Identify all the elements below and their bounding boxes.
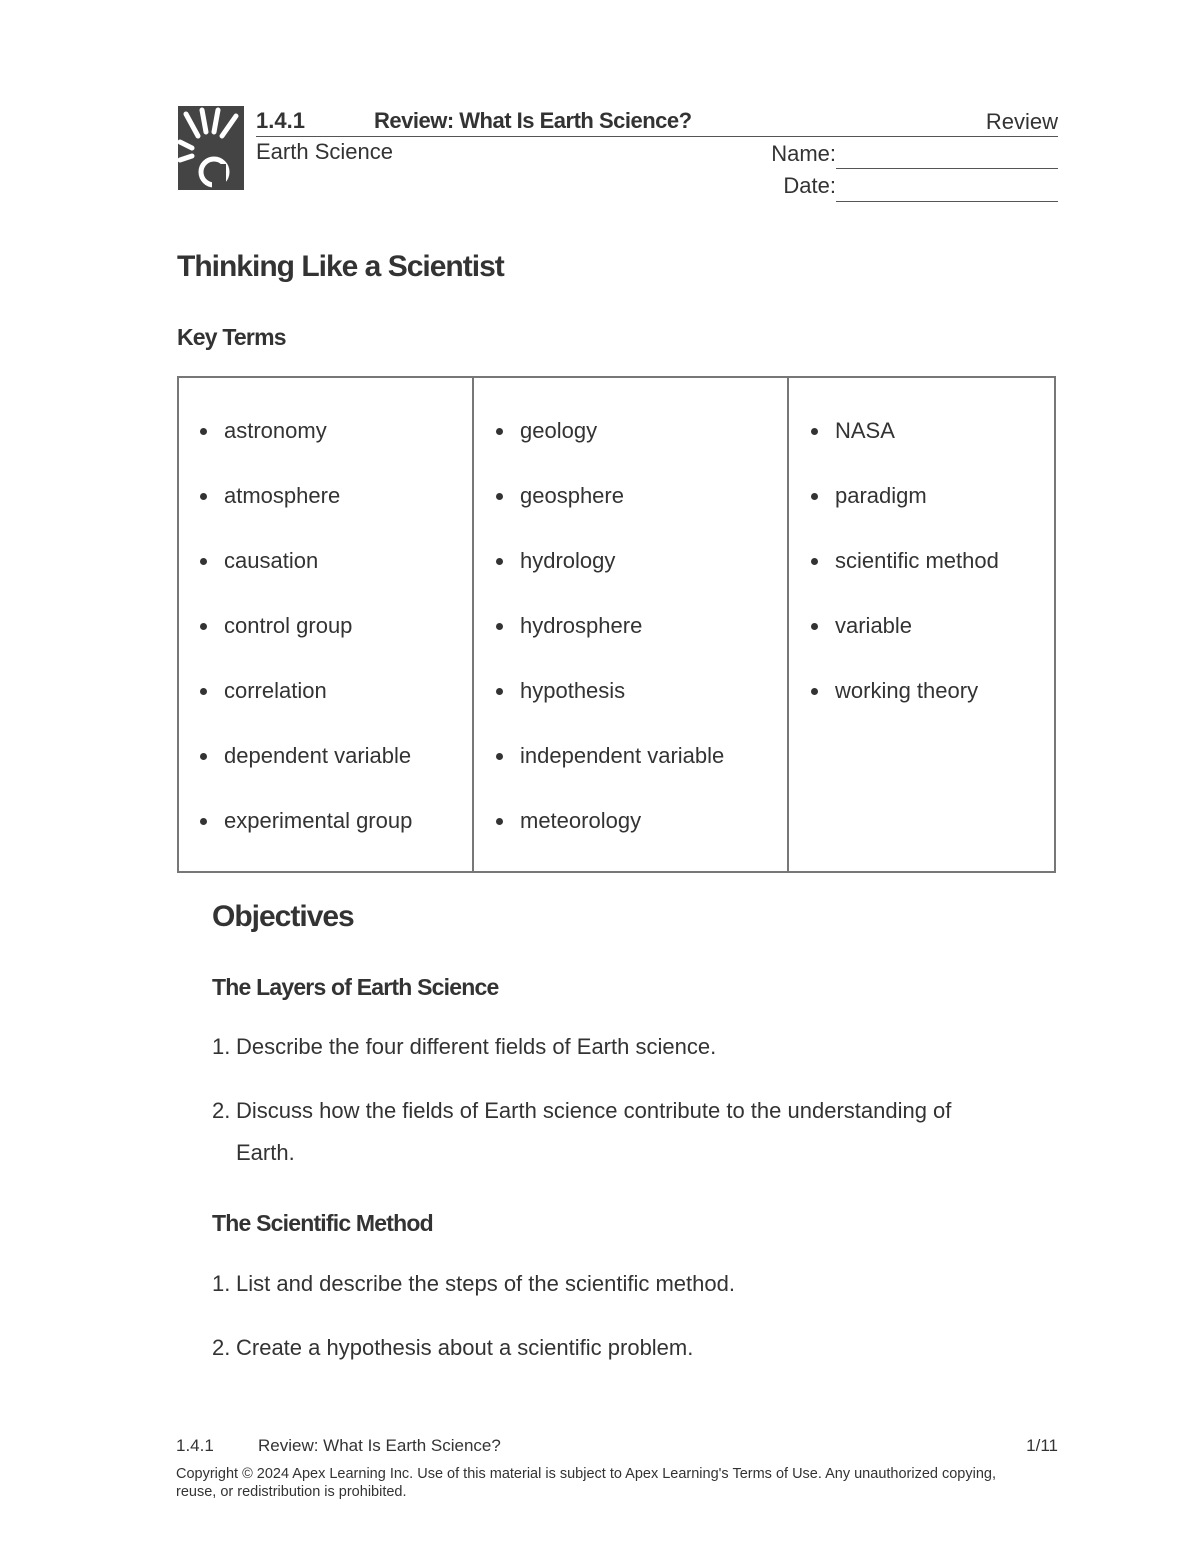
objective-item xyxy=(212,1263,1012,1305)
key-term: atmosphere xyxy=(198,482,468,547)
column-divider xyxy=(787,376,789,873)
key-term: variable xyxy=(809,612,1054,677)
date-field[interactable] xyxy=(836,201,1058,202)
page-title: Thinking Like a Scientist xyxy=(177,250,504,283)
column-divider xyxy=(472,376,474,873)
key-term: NASA xyxy=(809,417,1054,482)
key-term: dependent variable xyxy=(198,742,468,807)
course-subject: Earth Science xyxy=(256,139,393,164)
section-heading: The Layers of Earth Science xyxy=(212,974,499,1000)
apex-logo-icon xyxy=(178,106,244,190)
objective-item xyxy=(212,1026,1012,1068)
objective-list xyxy=(212,1263,1012,1391)
key-term: scientific method xyxy=(809,547,1054,612)
key-terms-column-2 xyxy=(494,417,784,872)
key-term: meteorology xyxy=(494,807,784,872)
header-divider xyxy=(256,136,1058,137)
date-label: Date: xyxy=(783,173,836,198)
page-number: 1/11 xyxy=(1026,1436,1058,1455)
copyright-notice: Copyright © 2024 Apex Learning Inc. Use of this material is subject to Apex Learning's Terms of Use. Any unauthorized copying, reuse, or redistribution is prohibited. xyxy=(176,1466,997,1500)
lesson-code: 1.4.1 xyxy=(256,108,305,133)
key-terms-column-1 xyxy=(198,417,468,872)
key-term: independent variable xyxy=(494,742,784,807)
key-term: geology xyxy=(494,417,784,482)
key-term: geosphere xyxy=(494,482,784,547)
objective-text: Describe the four different fields of Earth science. xyxy=(236,1034,717,1059)
name-field[interactable] xyxy=(836,168,1058,169)
objectives-heading: Objectives xyxy=(212,900,354,933)
footer-lesson-code: 1.4.1 xyxy=(176,1436,214,1455)
footer-lesson-title: Review: What Is Earth Science? xyxy=(258,1436,501,1455)
objective-number: 1. xyxy=(212,1271,231,1296)
key-term: astronomy xyxy=(198,417,468,482)
key-term: causation xyxy=(198,547,468,612)
objective-number: 2. xyxy=(212,1335,231,1360)
key-term: hydrosphere xyxy=(494,612,784,677)
objective-text: List and describe the steps of the scientific method. xyxy=(236,1271,735,1296)
key-term: control group xyxy=(198,612,468,677)
objective-number: 2. xyxy=(212,1098,231,1123)
objective-text: Create a hypothesis about a scientific problem. xyxy=(236,1335,694,1360)
objective-item xyxy=(212,1090,1012,1174)
objective-text: Discuss how the fields of Earth science contribute to the understanding of Earth. xyxy=(236,1098,952,1165)
key-term: correlation xyxy=(198,677,468,742)
objective-number: 1. xyxy=(212,1034,231,1059)
key-terms-heading: Key Terms xyxy=(177,324,286,350)
key-terms-column-3 xyxy=(809,417,1054,742)
key-term: working theory xyxy=(809,677,1054,742)
activity-type: Review xyxy=(985,109,1058,134)
lesson-title: Review: What Is Earth Science? xyxy=(374,108,692,133)
key-term: experimental group xyxy=(198,807,468,872)
objective-item xyxy=(212,1327,1012,1369)
key-term: paradigm xyxy=(809,482,1054,547)
section-heading: The Scientific Method xyxy=(212,1210,433,1236)
key-term: hypothesis xyxy=(494,677,784,742)
name-label: Name: xyxy=(771,141,836,166)
key-term: hydrology xyxy=(494,547,784,612)
objective-list xyxy=(212,1026,1012,1196)
